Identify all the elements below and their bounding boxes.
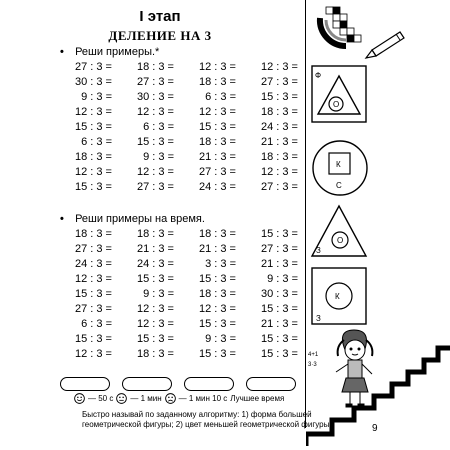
- division-example: 18 : 3 =: [74, 228, 112, 240]
- division-example: 30 : 3 =: [74, 76, 112, 88]
- division-example: 6 : 3 =: [143, 121, 174, 133]
- division-example: 9 : 3 =: [81, 91, 112, 103]
- division-example: 12 : 3 =: [198, 106, 236, 118]
- division-example: 12 : 3 =: [198, 303, 236, 315]
- division-example: 18 : 3 =: [198, 76, 236, 88]
- division-example: 15 : 3 =: [136, 273, 174, 285]
- division-example: 21 : 3 =: [198, 243, 236, 255]
- division-example: 9 : 3 =: [143, 151, 174, 163]
- division-example: 9 : 3 =: [267, 273, 298, 285]
- division-example: 15 : 3 =: [198, 318, 236, 330]
- svg-text:3·3: 3·3: [308, 362, 317, 368]
- girl-illustration: [308, 330, 372, 407]
- division-example: 18 : 3 =: [198, 136, 236, 148]
- bullet-icon: •: [60, 213, 64, 225]
- division-example: 18 : 3 =: [136, 61, 174, 73]
- figure4-outer-label: З: [316, 314, 321, 323]
- stairs-decoration: [306, 348, 450, 446]
- division-example: 27 : 3 =: [260, 76, 298, 88]
- division-example: 12 : 3 =: [74, 273, 112, 285]
- division-example: 12 : 3 =: [260, 61, 298, 73]
- division-example: 15 : 3 =: [198, 348, 236, 360]
- division-example: 27 : 3 =: [136, 76, 174, 88]
- timing-legend: [74, 393, 284, 404]
- division-example: 6 : 3 =: [81, 318, 112, 330]
- division-example: 27 : 3 =: [136, 181, 174, 193]
- best-time-label: Лучшее время: [230, 394, 285, 403]
- division-example: 12 : 3 =: [136, 303, 174, 315]
- division-example: 30 : 3 =: [136, 91, 174, 103]
- division-example: 12 : 3 =: [136, 318, 174, 330]
- division-example: 12 : 3 =: [136, 166, 174, 178]
- timing-slow: — 1 мин 10 с: [178, 394, 228, 403]
- division-example: 27 : 3 =: [260, 243, 298, 255]
- division-example: 15 : 3 =: [260, 303, 298, 315]
- division-example: 15 : 3 =: [74, 333, 112, 345]
- division-example: 6 : 3 =: [205, 91, 236, 103]
- division-example: 15 : 3 =: [260, 91, 298, 103]
- svg-text:4+1: 4+1: [308, 352, 319, 358]
- time-oval-3[interactable]: [184, 377, 234, 391]
- time-oval-4[interactable]: [246, 377, 296, 391]
- division-example: 9 : 3 =: [143, 288, 174, 300]
- division-example: 24 : 3 =: [136, 258, 174, 270]
- figure2-inner-label: К: [336, 160, 341, 169]
- topic-title: ДЕЛЕНИЕ НА 3: [108, 28, 212, 43]
- division-example: 27 : 3 =: [198, 166, 236, 178]
- division-example: 27 : 3 =: [74, 303, 112, 315]
- division-example: 18 : 3 =: [136, 228, 174, 240]
- task1-label: Реши примеры.*: [75, 46, 160, 58]
- division-example: 9 : 3 =: [205, 333, 236, 345]
- division-example: 6 : 3 =: [81, 136, 112, 148]
- division-example: 12 : 3 =: [198, 61, 236, 73]
- division-example: 15 : 3 =: [198, 121, 236, 133]
- division-example: 24 : 3 =: [260, 121, 298, 133]
- figure3-inner-label: О: [337, 236, 344, 245]
- task1-instruction: [60, 46, 159, 58]
- pencil-icon: [366, 32, 404, 58]
- timing-fast: — 50 с: [88, 394, 114, 403]
- division-example: 27 : 3 =: [74, 243, 112, 255]
- figure1-inner-label: О: [333, 100, 340, 109]
- division-example: 15 : 3 =: [260, 348, 298, 360]
- neutral-face-icon: [116, 393, 127, 404]
- division-example: 15 : 3 =: [260, 333, 298, 345]
- bullet-icon: •: [60, 46, 64, 58]
- time-oval-2[interactable]: [122, 377, 172, 391]
- division-example: 12 : 3 =: [74, 348, 112, 360]
- division-example: 18 : 3 =: [136, 348, 174, 360]
- division-example: 21 : 3 =: [260, 136, 298, 148]
- division-example: 21 : 3 =: [260, 318, 298, 330]
- division-example: 12 : 3 =: [260, 166, 298, 178]
- figures-panel: [306, 0, 450, 450]
- footer-instruction: Быстро называй по заданному алгоритму: 1) форма большей геометрической фигуры; 2) цвет меньшей геометрической фигуры.: [82, 410, 332, 429]
- task1-examples-grid: [60, 60, 296, 195]
- page-number: 9: [372, 423, 378, 434]
- division-example: 30 : 3 =: [260, 288, 298, 300]
- time-answer-ovals: [60, 377, 296, 391]
- sad-face-icon: [165, 393, 176, 404]
- division-example: 18 : 3 =: [260, 151, 298, 163]
- division-example: 27 : 3 =: [260, 181, 298, 193]
- division-example: 12 : 3 =: [136, 106, 174, 118]
- division-example: 18 : 3 =: [198, 288, 236, 300]
- division-example: 24 : 3 =: [74, 258, 112, 270]
- division-example: 3 : 3 =: [205, 258, 236, 270]
- stage-title: I этап: [139, 8, 181, 25]
- division-example: 15 : 3 =: [198, 273, 236, 285]
- division-example: 18 : 3 =: [198, 228, 236, 240]
- time-oval-1[interactable]: [60, 377, 110, 391]
- division-example: 15 : 3 =: [74, 181, 112, 193]
- division-example: 12 : 3 =: [74, 106, 112, 118]
- division-example: 21 : 3 =: [260, 258, 298, 270]
- division-example: 15 : 3 =: [136, 333, 174, 345]
- task2-instruction: [60, 213, 205, 225]
- happy-face-icon: [74, 393, 85, 404]
- division-example: 12 : 3 =: [74, 166, 112, 178]
- division-example: 15 : 3 =: [74, 288, 112, 300]
- timing-medium: — 1 мин: [130, 394, 162, 403]
- task2-label: Реши примеры на время.: [75, 213, 205, 225]
- division-example: 18 : 3 =: [260, 106, 298, 118]
- figure2-outer-label: С: [336, 181, 342, 190]
- division-example: 15 : 3 =: [260, 228, 298, 240]
- task2-examples-grid: [60, 227, 296, 362]
- figure3-outer-label: З: [316, 246, 321, 255]
- figure4-inner-label: К: [335, 292, 340, 301]
- grid-logo-icon: [320, 7, 361, 46]
- division-example: 21 : 3 =: [136, 243, 174, 255]
- division-example: 27 : 3 =: [74, 61, 112, 73]
- division-example: 15 : 3 =: [136, 136, 174, 148]
- division-example: 15 : 3 =: [74, 121, 112, 133]
- division-example: 18 : 3 =: [74, 151, 112, 163]
- figure1-outer-label: Ф: [315, 71, 322, 80]
- division-example: 21 : 3 =: [198, 151, 236, 163]
- division-example: 24 : 3 =: [198, 181, 236, 193]
